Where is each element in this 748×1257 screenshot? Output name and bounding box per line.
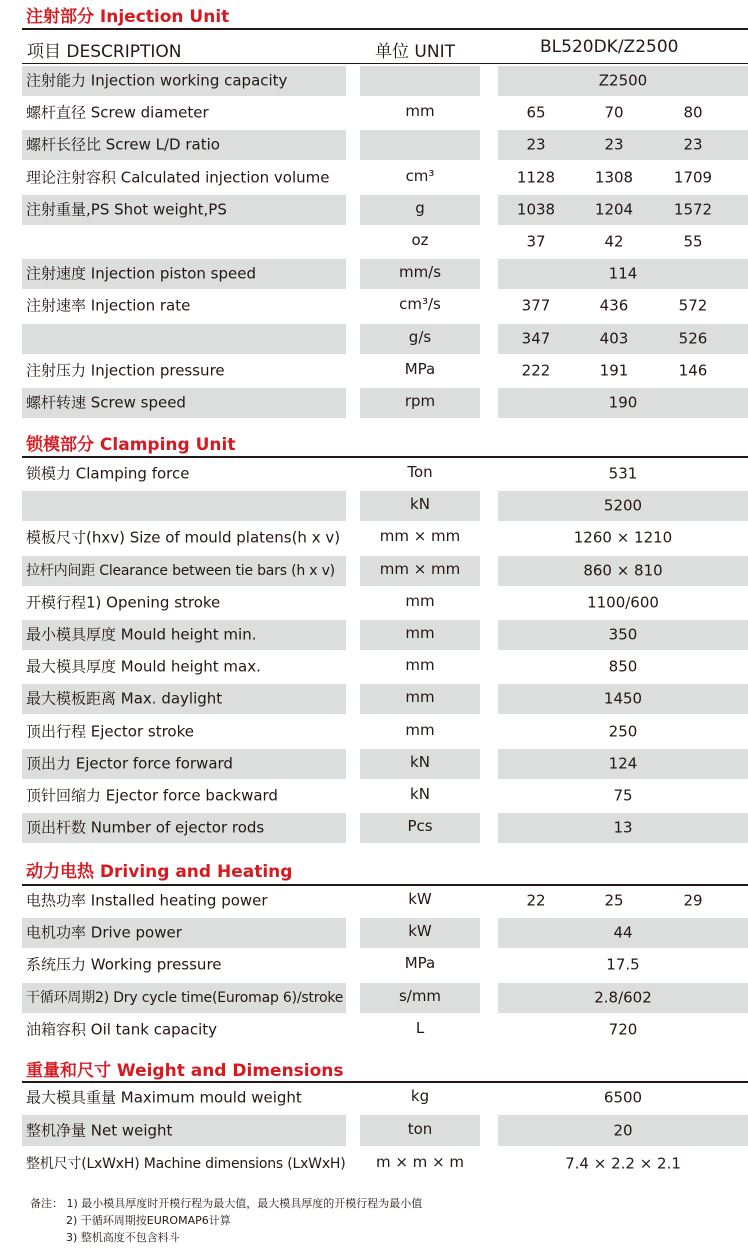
spec-description: 锁模力 Clamping force bbox=[26, 464, 190, 483]
spec-value: 1204 bbox=[594, 200, 634, 219]
spec-unit-cell bbox=[360, 749, 480, 779]
spec-description-cell bbox=[22, 983, 346, 1013]
spec-description-cell bbox=[22, 1082, 346, 1113]
spec-value-cell bbox=[498, 588, 748, 618]
spec-value: 23 bbox=[526, 136, 546, 155]
spec-description: 电热功率 Installed heating power bbox=[26, 891, 268, 910]
spec-unit: rpm bbox=[404, 391, 436, 410]
spec-unit: mm × mm bbox=[379, 527, 461, 546]
spec-row bbox=[22, 1082, 748, 1113]
spec-description: 注射速率 Injection rate bbox=[26, 297, 191, 316]
spec-description-cell bbox=[22, 356, 346, 386]
spec-row bbox=[22, 1015, 748, 1045]
spec-value-cell bbox=[498, 523, 748, 553]
spec-description-cell bbox=[22, 195, 346, 225]
spec-value: 37 bbox=[526, 232, 546, 251]
spec-value-cell bbox=[498, 717, 748, 747]
header-unit: 单位 UNIT bbox=[375, 42, 455, 62]
spec-description: 最大模具重量 Maximum mould weight bbox=[26, 1088, 302, 1107]
spec-value-cell bbox=[498, 781, 748, 811]
spec-description-cell bbox=[22, 163, 346, 193]
spec-row bbox=[22, 781, 748, 811]
spec-unit: g/s bbox=[408, 327, 432, 346]
section-title-clamping: 锁模部分 Clamping Unit bbox=[26, 435, 236, 455]
spec-unit: kW bbox=[408, 889, 432, 908]
spec-value-cell bbox=[498, 98, 748, 128]
spec-row bbox=[22, 886, 748, 916]
spec-row bbox=[22, 1115, 748, 1146]
spec-unit: mm × mm bbox=[379, 559, 461, 578]
spec-value: 377 bbox=[521, 297, 551, 316]
spec-unit-cell bbox=[360, 983, 480, 1013]
spec-value-cell bbox=[498, 491, 748, 521]
spec-row bbox=[22, 388, 748, 418]
spec-value-cell bbox=[498, 1082, 748, 1113]
spec-description-cell bbox=[22, 388, 346, 418]
spec-value: 114 bbox=[608, 264, 638, 283]
spec-unit-cell bbox=[360, 813, 480, 843]
spec-value-cell bbox=[498, 1015, 748, 1045]
spec-unit: m × m × m bbox=[375, 1152, 465, 1171]
spec-row bbox=[22, 66, 748, 96]
spec-description: 最大模板距离 Max. daylight bbox=[26, 690, 223, 709]
spec-row bbox=[22, 684, 748, 714]
spec-description: 整机尺寸(LxWxH) Machine dimensions (LxWxH) bbox=[26, 1155, 346, 1172]
spec-value-cell bbox=[498, 227, 748, 257]
spec-value: 17.5 bbox=[606, 956, 640, 975]
spec-unit: kN bbox=[410, 495, 430, 514]
spec-unit-cell bbox=[360, 291, 480, 321]
spec-unit: mm/s bbox=[398, 263, 442, 282]
spec-unit: L bbox=[415, 1018, 425, 1037]
spec-description-cell bbox=[22, 291, 346, 321]
spec-description-cell bbox=[22, 523, 346, 553]
spec-value: 526 bbox=[678, 329, 708, 348]
spec-unit-cell bbox=[360, 66, 480, 96]
spec-value-cell bbox=[498, 163, 748, 193]
spec-unit-cell bbox=[360, 950, 480, 980]
spec-description: 整机净量 Net weight bbox=[26, 1121, 173, 1140]
spec-row bbox=[22, 259, 748, 289]
spec-row bbox=[22, 324, 748, 354]
spec-value: 25 bbox=[604, 891, 624, 910]
spec-description: 顶出杆数 Number of ejector rods bbox=[26, 818, 265, 837]
spec-unit: s/mm bbox=[398, 986, 442, 1005]
spec-value: 720 bbox=[608, 1020, 638, 1039]
spec-value: 1038 bbox=[516, 200, 556, 219]
spec-description: 注射能力 Injection working capacity bbox=[26, 71, 288, 90]
spec-value: 13 bbox=[613, 818, 633, 837]
spec-description-cell bbox=[22, 259, 346, 289]
spec-unit-cell bbox=[360, 356, 480, 386]
spec-value: 1709 bbox=[673, 168, 713, 187]
spec-description-cell bbox=[22, 1148, 346, 1179]
spec-row bbox=[22, 652, 748, 682]
note-3: 3) 整机高度不包含料斗 bbox=[66, 1231, 180, 1244]
spec-unit: g bbox=[415, 198, 425, 217]
spec-description-cell bbox=[22, 886, 346, 916]
spec-unit-cell bbox=[360, 1115, 480, 1146]
spec-row bbox=[22, 620, 748, 650]
spec-value-cell bbox=[498, 620, 748, 650]
spec-value: 250 bbox=[608, 722, 638, 741]
spec-value-cell bbox=[498, 1115, 748, 1146]
spec-unit: MPa bbox=[404, 359, 436, 378]
spec-description: 注射压力 Injection pressure bbox=[26, 361, 225, 380]
spec-value: 2.8/602 bbox=[594, 988, 652, 1007]
spec-description: 螺杆直径 Screw diameter bbox=[26, 103, 209, 122]
spec-value: 20 bbox=[613, 1121, 633, 1140]
spec-description-cell bbox=[22, 749, 346, 779]
spec-unit: MPa bbox=[404, 954, 436, 973]
spec-value: 29 bbox=[683, 891, 703, 910]
spec-value: 1260 × 1210 bbox=[573, 529, 673, 548]
spec-value-cell bbox=[498, 459, 748, 489]
spec-unit-cell bbox=[360, 918, 480, 948]
spec-value: 347 bbox=[521, 329, 551, 348]
header-description: 项目 DESCRIPTION bbox=[27, 42, 182, 62]
spec-unit: mm bbox=[405, 623, 435, 642]
spec-unit-cell bbox=[360, 195, 480, 225]
spec-row bbox=[22, 130, 748, 160]
spec-row bbox=[22, 459, 748, 489]
spec-value: 860 × 810 bbox=[583, 561, 663, 580]
header-top-rule bbox=[22, 28, 748, 30]
spec-description-cell bbox=[22, 459, 346, 489]
spec-description: 注射重量,PS Shot weight,PS bbox=[26, 200, 227, 219]
spec-description-cell bbox=[22, 717, 346, 747]
spec-value: 350 bbox=[608, 625, 638, 644]
spec-description: 顶针回缩力 Ejector force backward bbox=[26, 786, 278, 805]
spec-value: 190 bbox=[608, 393, 638, 412]
spec-value: 22 bbox=[526, 891, 546, 910]
spec-unit: Pcs bbox=[407, 817, 433, 836]
spec-unit-cell bbox=[360, 259, 480, 289]
spec-value: 44 bbox=[613, 923, 633, 942]
spec-row bbox=[22, 813, 748, 843]
spec-row bbox=[22, 983, 748, 1013]
spec-value-cell bbox=[498, 66, 748, 96]
spec-value: 1128 bbox=[516, 168, 556, 187]
spec-value: 1100/600 bbox=[587, 593, 659, 612]
note-1: 备注： 1) 最小模具厚度时开模行程为最大值，最大模具厚度的开模行程为最小值 bbox=[30, 1197, 423, 1210]
spec-unit-cell bbox=[360, 459, 480, 489]
spec-unit: kN bbox=[410, 752, 430, 771]
spec-unit-cell bbox=[360, 620, 480, 650]
spec-unit-cell bbox=[360, 523, 480, 553]
spec-description: 油箱容积 Oil tank capacity bbox=[26, 1020, 218, 1039]
spec-value: 55 bbox=[683, 232, 703, 251]
spec-unit-cell bbox=[360, 684, 480, 714]
spec-value: 7.4 × 2.2 × 2.1 bbox=[565, 1154, 681, 1173]
spec-value: Z2500 bbox=[598, 71, 648, 90]
spec-value: 70 bbox=[604, 103, 624, 122]
spec-value: 124 bbox=[608, 754, 638, 773]
section-title-weight: 重量和尺寸 Weight and Dimensions bbox=[26, 1061, 344, 1081]
spec-value-cell bbox=[498, 886, 748, 916]
spec-value: 146 bbox=[678, 361, 708, 380]
spec-unit: oz bbox=[411, 230, 429, 249]
spec-description-cell bbox=[22, 620, 346, 650]
spec-row bbox=[22, 491, 748, 521]
spec-description-cell bbox=[22, 130, 346, 160]
spec-description: 理论注射容积 Calculated injection volume bbox=[26, 168, 330, 187]
spec-value: 42 bbox=[604, 232, 624, 251]
spec-value-cell bbox=[498, 918, 748, 948]
spec-description-cell bbox=[22, 324, 346, 354]
spec-description-cell bbox=[22, 652, 346, 682]
spec-value-cell bbox=[498, 130, 748, 160]
clamping-top-rule bbox=[22, 456, 748, 458]
spec-row bbox=[22, 356, 748, 386]
spec-value-cell bbox=[498, 259, 748, 289]
spec-unit: cm³ bbox=[405, 166, 435, 185]
spec-description: 顶出力 Ejector force forward bbox=[26, 754, 233, 773]
spec-unit-cell bbox=[360, 227, 480, 257]
spec-row bbox=[22, 588, 748, 618]
spec-description: 模板尺寸(hxv) Size of mould platens(h x v) bbox=[26, 529, 341, 548]
spec-value: 23 bbox=[604, 136, 624, 155]
spec-value-cell bbox=[498, 324, 748, 354]
header-model: BL520DK/Z2500 bbox=[540, 37, 679, 57]
spec-description: 螺杆长径比 Screw L/D ratio bbox=[26, 136, 220, 155]
header-bottom-rule bbox=[22, 63, 748, 64]
spec-row bbox=[22, 163, 748, 193]
spec-unit-cell bbox=[360, 1082, 480, 1113]
spec-value: 436 bbox=[599, 297, 629, 316]
spec-description: 螺杆转速 Screw speed bbox=[26, 393, 186, 412]
spec-description: 干循环周期2) Dry cycle time(Euromap 6)/stroke bbox=[26, 989, 344, 1006]
spec-row bbox=[22, 195, 748, 225]
spec-description-cell bbox=[22, 781, 346, 811]
spec-description: 开模行程1) Opening stroke bbox=[26, 593, 221, 612]
section-title-injection: 注射部分 Injection Unit bbox=[26, 7, 230, 27]
spec-value: 1450 bbox=[603, 690, 643, 709]
spec-unit-cell bbox=[360, 324, 480, 354]
spec-unit-cell bbox=[360, 491, 480, 521]
spec-description-cell bbox=[22, 918, 346, 948]
spec-description: 电机功率 Drive power bbox=[26, 923, 182, 942]
spec-value-cell bbox=[498, 556, 748, 586]
spec-description-cell bbox=[22, 556, 346, 586]
spec-row bbox=[22, 749, 748, 779]
spec-description-cell bbox=[22, 66, 346, 96]
spec-description: 系统压力 Working pressure bbox=[26, 956, 222, 975]
spec-value: 572 bbox=[678, 297, 708, 316]
spec-value: 850 bbox=[608, 657, 638, 676]
spec-unit: Ton bbox=[407, 462, 433, 481]
spec-value: 191 bbox=[599, 361, 629, 380]
spec-row bbox=[22, 918, 748, 948]
spec-value: 1572 bbox=[673, 200, 713, 219]
spec-row bbox=[22, 523, 748, 553]
spec-unit: kN bbox=[410, 784, 430, 803]
spec-unit: mm bbox=[405, 102, 435, 121]
spec-description: 最大模具厚度 Mould height max. bbox=[26, 657, 261, 676]
spec-unit: mm bbox=[405, 591, 435, 610]
spec-unit: kW bbox=[408, 922, 432, 941]
spec-description-cell bbox=[22, 1015, 346, 1045]
spec-unit-cell bbox=[360, 388, 480, 418]
spec-unit-cell bbox=[360, 556, 480, 586]
spec-value: 65 bbox=[526, 103, 546, 122]
section-title-driving: 动力电热 Driving and Heating bbox=[26, 862, 293, 882]
spec-description-cell bbox=[22, 588, 346, 618]
spec-value-cell bbox=[498, 652, 748, 682]
spec-description: 拉杆内间距 Clearance between tie bars (h x v) bbox=[26, 562, 335, 579]
spec-value-cell bbox=[498, 749, 748, 779]
note-2: 2) 干循环周期按EUROMAP6计算 bbox=[66, 1214, 231, 1227]
spec-value: 23 bbox=[683, 136, 703, 155]
spec-description-cell bbox=[22, 950, 346, 980]
spec-description: 顶出行程 Ejector stroke bbox=[26, 722, 194, 741]
spec-value-cell bbox=[498, 356, 748, 386]
spec-description: 注射速度 Injection piston speed bbox=[26, 264, 256, 283]
spec-unit-cell bbox=[360, 588, 480, 618]
spec-value-cell bbox=[498, 291, 748, 321]
spec-row bbox=[22, 717, 748, 747]
spec-unit: mm bbox=[405, 720, 435, 739]
spec-unit-cell bbox=[360, 1148, 480, 1179]
spec-description-cell bbox=[22, 684, 346, 714]
spec-description-cell bbox=[22, 491, 346, 521]
spec-value-cell bbox=[498, 983, 748, 1013]
spec-value: 222 bbox=[521, 361, 551, 380]
spec-unit: mm bbox=[405, 688, 435, 707]
spec-unit: cm³/s bbox=[399, 295, 441, 314]
spec-description-cell bbox=[22, 98, 346, 128]
spec-unit: kg bbox=[410, 1086, 430, 1105]
spec-description-cell bbox=[22, 1115, 346, 1146]
spec-value: 403 bbox=[599, 329, 629, 348]
spec-unit: mm bbox=[405, 656, 435, 675]
spec-description: 最小模具厚度 Mould height min. bbox=[26, 625, 257, 644]
spec-unit-cell bbox=[360, 886, 480, 916]
spec-value: 531 bbox=[608, 464, 638, 483]
spec-value-cell bbox=[498, 684, 748, 714]
spec-value: 1308 bbox=[594, 168, 634, 187]
spec-description-cell bbox=[22, 813, 346, 843]
spec-description-cell bbox=[22, 227, 346, 257]
spec-unit-cell bbox=[360, 781, 480, 811]
spec-value-cell bbox=[498, 813, 748, 843]
spec-unit-cell bbox=[360, 98, 480, 128]
spec-unit-cell bbox=[360, 130, 480, 160]
spec-value-cell bbox=[498, 950, 748, 980]
spec-unit-cell bbox=[360, 163, 480, 193]
spec-unit-cell bbox=[360, 717, 480, 747]
spec-value-cell bbox=[498, 1148, 748, 1179]
spec-row bbox=[22, 556, 748, 586]
spec-value: 5200 bbox=[603, 496, 643, 515]
spec-value: 75 bbox=[613, 786, 633, 805]
spec-row bbox=[22, 291, 748, 321]
spec-row bbox=[22, 98, 748, 128]
spec-unit: ton bbox=[407, 1119, 433, 1138]
spec-row bbox=[22, 227, 748, 257]
spec-value-cell bbox=[498, 388, 748, 418]
spec-unit-cell bbox=[360, 1015, 480, 1045]
spec-value: 80 bbox=[683, 103, 703, 122]
spec-value: 6500 bbox=[603, 1088, 643, 1107]
spec-row bbox=[22, 950, 748, 980]
spec-value-cell bbox=[498, 195, 748, 225]
spec-row bbox=[22, 1148, 748, 1179]
spec-unit-cell bbox=[360, 652, 480, 682]
